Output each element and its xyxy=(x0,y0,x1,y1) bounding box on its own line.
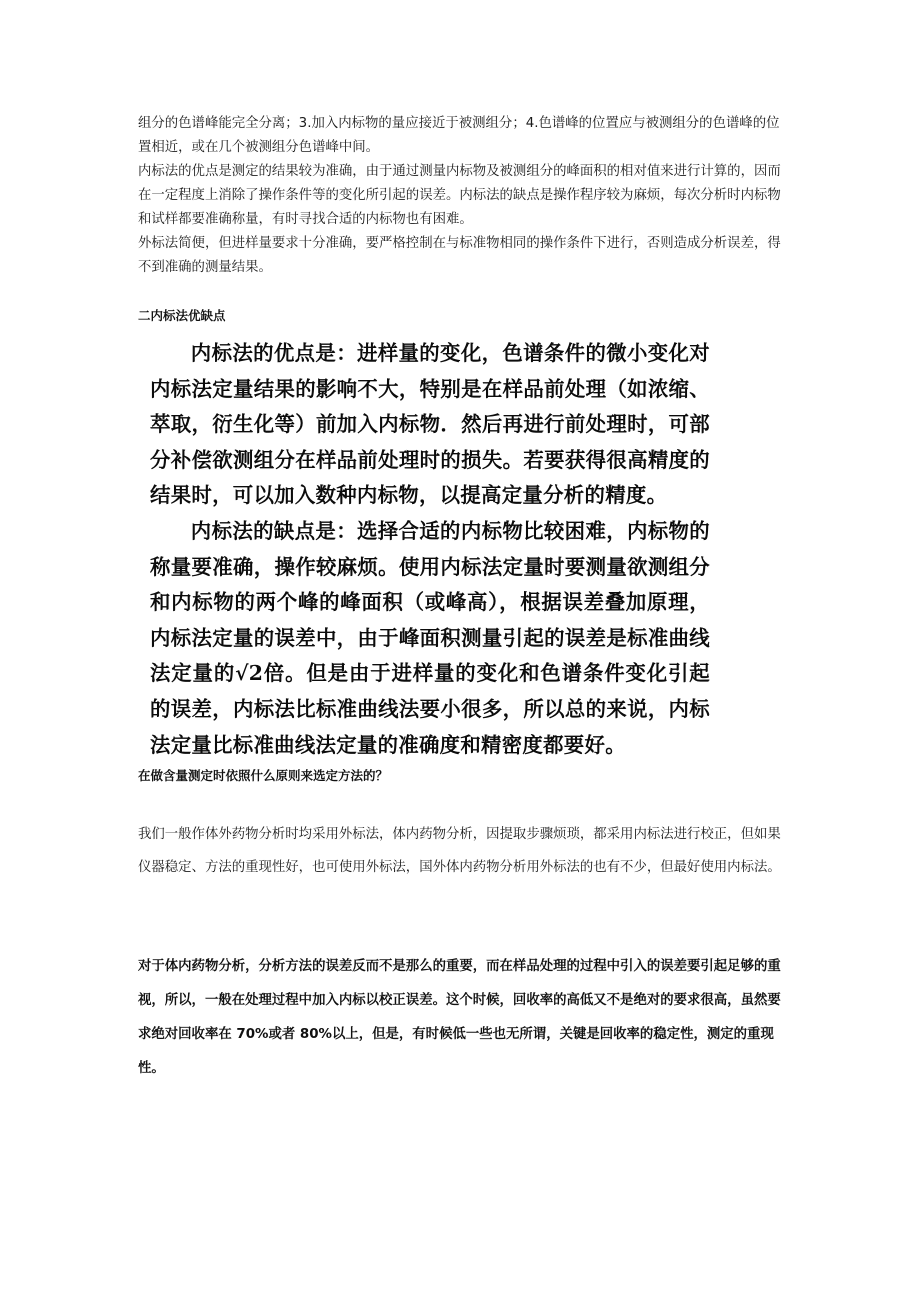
scanned-text-image xyxy=(150,336,710,757)
paragraph-internal-standard-pros-cons: 内标法的优点是测定的结果较为准确，由于通过测量内标物及被测组分的峰面积的相对值来进行计算的，因而在一定程度上消除了操作条件等的变化所引起的误差。内标法的缺点是操作程序较为麻烦，每次分析时内标物和试样都要准确称量，有时寻找合适的内标物也有困难。 xyxy=(138,164,781,227)
question-heading: 在做含量测定时依照什么原则来选定方法的？ xyxy=(138,768,389,783)
paragraph-internal-standard-requirements: 组分的色谱峰能完全分离；3.加入内标物的量应接近于被测组分；4.色谱峰的位置应与被测组分的色谱峰的位置相近，或在几个被测组分色谱峰中间。 xyxy=(138,116,780,155)
scan-disadvantages-text: 内标法的缺点是：选择合适的内标物比较困难，内标物的称量要准确，操作较麻烦。使用内标法定量时要测量欲测组分和内标物的两个峰的峰面积（或峰高），根据误差叠加原理，内标法定量的误差中，由于峰面积测量引起的误差是标准曲线法定量的√2倍。但是由于进样量的变化和色谱条件变化引起的误差，内标法比标准曲线法要小很多，所以总的来说，内标法定量比标准曲线法定量的准确度和精密度都要好。 xyxy=(150,518,710,757)
scan-advantages-text: 内标法的优点是：进样量的变化，色谱条件的微小变化对内标法定量结果的影响不大，特别是在样品前处理（如浓缩、萃取，衍生化等）前加入内标物．然后再进行前处理时，可部分补偿欲测组分在样品前处理时的损失。若要获得很高精度的结果时，可以加入数种内标物，以提高定量分析的精度。 xyxy=(150,341,710,508)
section-heading: 二内标法优缺点 xyxy=(138,308,226,323)
answer-paragraph-2: 对于体内药物分析，分析方法的误差反而不是那么的重要，而在样品处理的过程中引入的误差要引起足够的重视，所以，一般在处理过程中加入内标以校正误差。这个时候，回收率的高低又不是绝对的要求很高，虽然要求绝对回收率在 70%或者 80%以上，但是，有时候低一些也无所谓，关键是回收率的稳定性，测定的重现性。 xyxy=(138,959,781,1076)
answer-paragraph-1: 我们一般作体外药物分析时均采用外标法，体内药物分析，因提取步骤烦琐，都采用内标法进行校正，但如果仪器稳定、方法的重现性好，也可使用外标法，国外体内药物分析用外标法的也有不少，但最好使用内标法。 xyxy=(138,827,781,875)
paragraph-external-standard: 外标法简便，但进样量要求十分准确，要严格控制在与标准物相同的操作条件下进行，否则造成分析误差，得不到准确的测量结果。 xyxy=(138,236,781,275)
